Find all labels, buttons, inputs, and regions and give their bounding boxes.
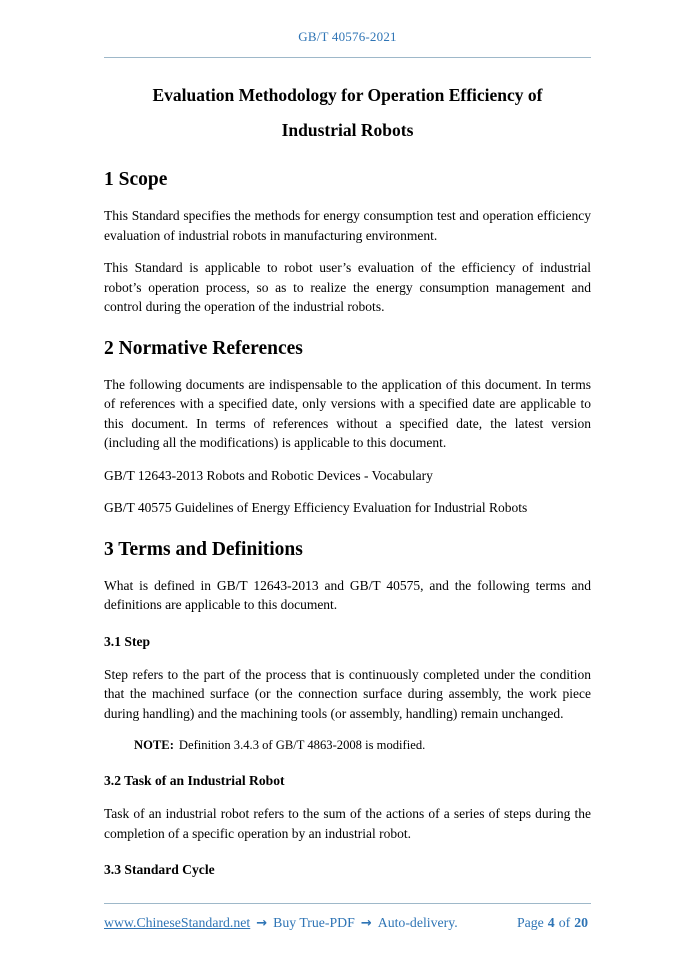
footer-site-link[interactable]: www.ChineseStandard.net [104,915,251,930]
page-word: Page [516,915,544,930]
section-normative-references [104,336,591,518]
terms-intro-paragraph: What is defined in GB/T 12643-2013 and GB/T 40575, and the following terms and definitions are applicable to this document. [104,577,591,612]
page-indicator [516,914,591,932]
subsection-step-paragraph: Step refers to the part of the process that is continuously completed under the condition that the machined surface (or the connection surface during assembly, the work piece during handling) and the machining tools (or assembly, handling) remain unchanged. [104,666,591,721]
footer-left [104,914,458,933]
standard-code: GB/T 40576-2021 [298,29,397,44]
step-note [134,736,591,754]
total-page-number: 20 [574,915,588,930]
header-rule [104,57,591,58]
note-text: Definition 3.4.3 of GB/T 4863-2008 is modified. [178,738,426,752]
scope-paragraph-1: This Standard specifies the methods for energy consumption test and operation efficiency evaluation of industrial robots in manufacturing environment. [104,208,591,243]
subsection-task-paragraph: Task of an industrial robot refers to the sum of the actions of a series of steps during the completion of a specific operation by an industrial robot. [104,806,591,841]
section-scope [104,167,591,317]
document-title [104,78,591,148]
arrow-icon: → [256,916,268,931]
page-footer [104,903,591,933]
arrow-icon: → [360,916,372,931]
document-title-line1: Evaluation Methodology for Operation Efficiency of [152,85,543,105]
subsection-step-heading: 3.1 Step [104,633,151,649]
normative-reference-item-1: GB/T 12643-2013 Robots and Robotic Devices - Vocabulary [104,467,433,483]
footer-buy-label: Buy True-PDF [273,915,355,930]
of-word: of [558,915,571,930]
note-label: NOTE: [134,738,174,752]
section-terms-and-definitions [104,537,591,881]
scope-heading: 1 Scope [104,169,168,190]
normative-references-paragraph: The following documents are indispensable to the application of this document. In terms of references with a specified date, only versions with a specified date are applicable to this document. In terms of references without a specified date, the latest version (including all the modifications) is applicable to this document. [104,376,591,450]
terms-heading: 3 Terms and Definitions [104,538,303,560]
subsection-standard-cycle-heading: 3.3 Standard Cycle [104,862,215,877]
normative-reference-item-2: GB/T 40575 Guidelines of Energy Efficiency Evaluation for Industrial Robots [104,500,528,515]
footer-delivery-label: Auto-delivery. [377,915,458,930]
document-title-line2: Industrial Robots [281,120,414,140]
normative-references-heading: 2 Normative References [104,337,303,359]
subsection-task-heading: 3.2 Task of an Industrial Robot [104,773,285,788]
scope-paragraph-2: This Standard is applicable to robot user’s evaluation of the efficiency of industrial robot’s operation process, so as to realize the energy consumption management and control during the operation of the industrial robots. [104,260,591,314]
current-page-number: 4 [547,915,555,930]
